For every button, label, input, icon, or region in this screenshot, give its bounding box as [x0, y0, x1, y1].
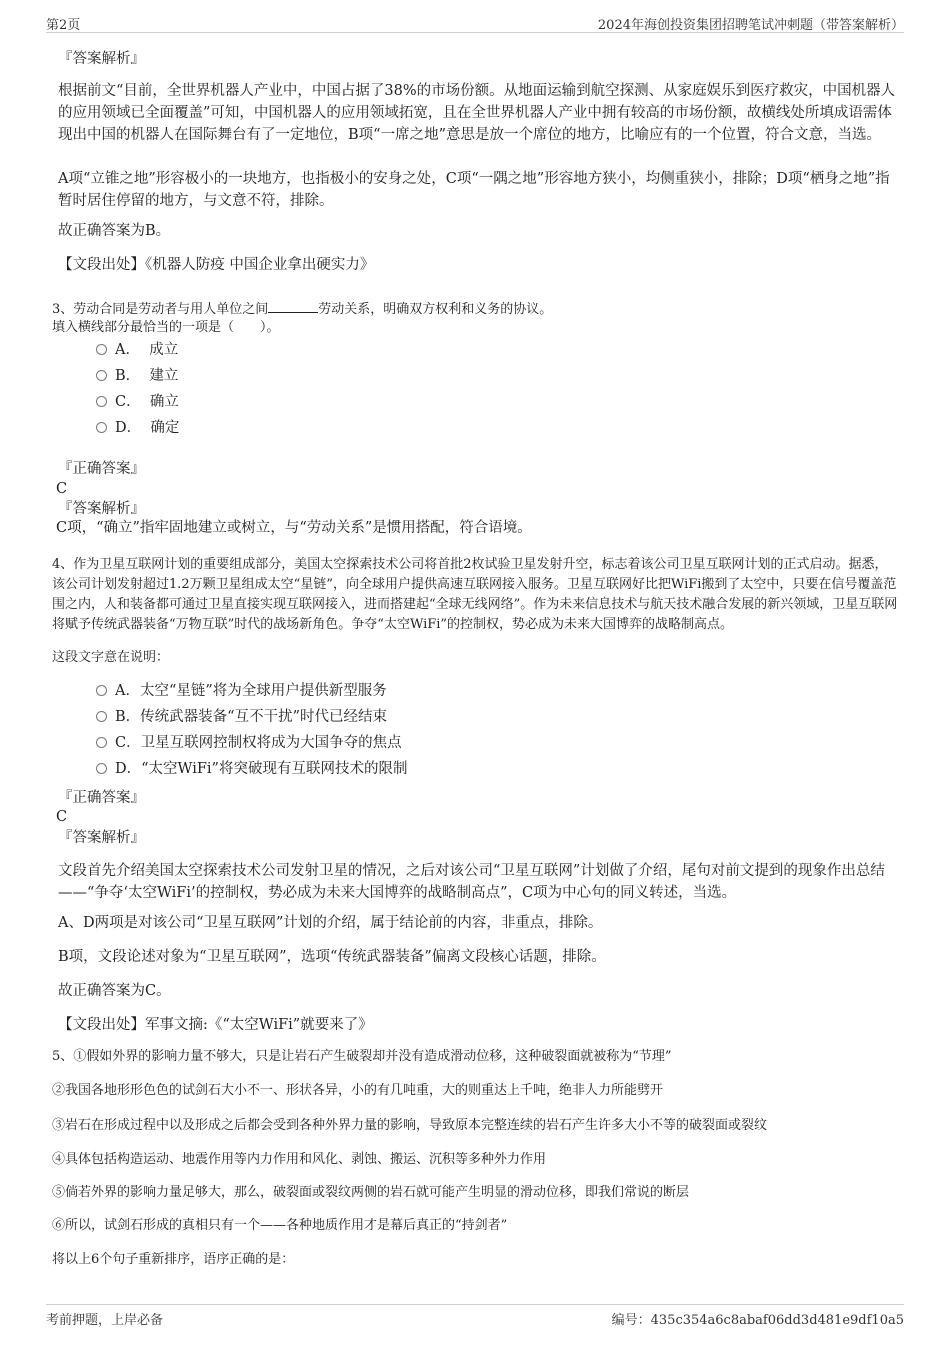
q3-analysis: C项，“确立”指牢固地建立或树立，与“劳动关系”是惯用搭配，符合语境。 [56, 520, 532, 536]
q3-option-a[interactable]: A． 成立 [96, 340, 178, 360]
q4-option-b[interactable]: B．传统武器装备“互不干扰”时代已经结束 [96, 707, 387, 727]
q4-stem: 4、作为卫星互联网计划的重要组成部分，美国太空探索技术公司将首批2枚试验卫星发射升空，标志着该公司卫星互联网计划的正式启动。据悉，该公司计划发射超过1.2万颗卫星组成太空“星链”，向全球用户提供高速互联网接入服务。卫星互联网好比把WiFi搬到了太空中，只要在信号覆盖范围之内，人和装备都可通过卫星直接实现互联网接入，进而搭建起“全球无线网络”。作为未来信息技术与航天技术融合发展的新兴领域，卫星互联网将赋予传统武器装备“万物互联”时代的战场新角色。争夺“太空WiFi”的控制权，势必成为未来大国博弈的战略制高点。 [52, 557, 898, 632]
radio-icon[interactable] [96, 763, 107, 774]
document-id: 编号：435c354a6c8abaf06dd3d481e9df10a5 [611, 1313, 904, 1328]
q3-option-c[interactable]: C． 确立 [96, 392, 179, 412]
q5-sentence-4: ④具体包括构造运动、地震作用等内力作用和风化、剥蚀、搬运、沉积等多种外力作用 [52, 1152, 547, 1167]
q3-analysis-heading: 『答案解析』 [58, 501, 145, 517]
document-title: 2024年海创投资集团招聘笔试冲刺题（带答案解析） [597, 18, 904, 33]
q2-conclusion: 故正确答案为B。 [58, 223, 171, 239]
radio-icon[interactable] [96, 344, 107, 355]
radio-icon[interactable] [96, 396, 107, 407]
radio-icon[interactable] [96, 422, 107, 433]
q4-analysis-paragraph-2: A、D两项是对该公司“卫星互联网”计划的介绍，属于结论前的内容，非重点，排除。 [58, 915, 603, 931]
q2-analysis-paragraph-2: A项“立锥之地”形容极小的一块地方，也指极小的安身之处，C项“一隅之地”形容地方狭小，均侧重狭小，排除；D项“栖身之地”指暂时居住停留的地方，与文意不符，排除。 [58, 171, 890, 209]
q3-correct-heading: 『正确答案』 [58, 461, 145, 477]
footer-slogan: 考前押题，上岸必备 [46, 1313, 164, 1328]
q5-sentence-1: 5、①假如外界的影响力量不够大，只是让岩石产生破裂却并没有造成滑动位移，这种破裂面就被称为“节理” [52, 1049, 672, 1064]
q3-stem [52, 298, 902, 320]
q3-stem-after: 劳动关系，明确双方权利和义务的协议。 [318, 302, 553, 317]
q3-blank [268, 298, 318, 313]
q4-analysis-heading: 『答案解析』 [58, 830, 145, 846]
page-footer [46, 1304, 904, 1329]
q4-option-c[interactable]: C．卫星互联网控制权将成为大国争夺的焦点 [96, 733, 402, 753]
q4-question: 这段文字意在说明： [52, 650, 170, 665]
q4-correct-answer: C [56, 809, 68, 825]
q3-stem-before: 3、劳动合同是劳动者与用人单位之间 [52, 302, 269, 317]
q2-analysis-heading: 『答案解析』 [58, 51, 145, 67]
q3-correct-answer: C [56, 481, 68, 497]
q4-correct-heading: 『正确答案』 [58, 790, 145, 806]
radio-icon[interactable] [96, 370, 107, 381]
q3-option-d[interactable]: D． 确定 [96, 418, 179, 438]
q4-option-d[interactable]: D．“太空WiFi”将突破现有互联网技术的限制 [96, 759, 407, 779]
q4-conclusion: 故正确答案为C。 [58, 983, 171, 999]
radio-icon[interactable] [96, 685, 107, 696]
q5-sentence-5: ⑤倘若外界的影响力量足够大，那么，破裂面或裂纹两侧的岩石就可能产生明显的滑动位移，即我们常说的断层 [52, 1185, 690, 1200]
radio-icon[interactable] [96, 711, 107, 722]
q4-source: 【文段出处】军事文摘:《“太空WiFi”就要来了》 [58, 1017, 373, 1033]
q3-option-b[interactable]: B． 建立 [96, 366, 178, 386]
q5-sentence-6: ⑥所以，试剑石形成的真相只有一个——各种地质作用才是幕后真正的“持剑者” [52, 1218, 508, 1233]
page-header [46, 14, 904, 33]
q4-option-a[interactable]: A．太空“星链”将为全球用户提供新型服务 [96, 681, 387, 701]
q5-sentence-2: ②我国各地形形色色的试剑石大小不一、形状各异，小的有几吨重，大的则重达上千吨，绝非人力所能劈开 [52, 1083, 664, 1098]
q5-question: 将以上6个句子重新排序，语序正确的是： [52, 1252, 295, 1267]
q4-analysis-paragraph-3: B项，文段论述对象为“卫星互联网”，选项“传统武器装备”偏离文段核心话题，排除。 [58, 949, 606, 965]
radio-icon[interactable] [96, 737, 107, 748]
q4-analysis-paragraph-1: 文段首先介绍美国太空探索技术公司发射卫星的情况，之后对该公司“卫星互联网”计划做了介绍，尾句对前文提到的现象作出总结——“争夺‘太空WiFi’的控制权，势必成为未来大国博弈的战略制高点”，C项为中心句的同义转述，当选。 [58, 863, 885, 901]
q2-analysis-paragraph-1: 根据前文“目前，全世界机器人产业中，中国占据了38%的市场份额。从地面运输到航空探测、从家庭娱乐到医疗救灾，中国机器人的应用领域已全面覆盖”可知，中国机器人的应用领域拓宽，且在全世界机器人产业中拥有较高的市场份额，故横线处所填成语需体现出中国的机器人在国际舞台有了一定地位，B项“一席之地”意思是放一个席位的地方，比喻应有的一个位置，符合文意，当选。 [58, 83, 896, 143]
q5-sentence-3: ③岩石在形成过程中以及形成之后都会受到各种外界力量的影响，导致原本完整连续的岩石产生许多大小不等的破裂面或裂纹 [52, 1118, 768, 1133]
page-number: 第2页 [46, 18, 81, 33]
q3-instruction: 填入横线部分最恰当的一项是（ ）。 [52, 320, 280, 335]
q2-source: 【文段出处】《机器人防疫 中国企业拿出硬实力》 [58, 257, 375, 273]
